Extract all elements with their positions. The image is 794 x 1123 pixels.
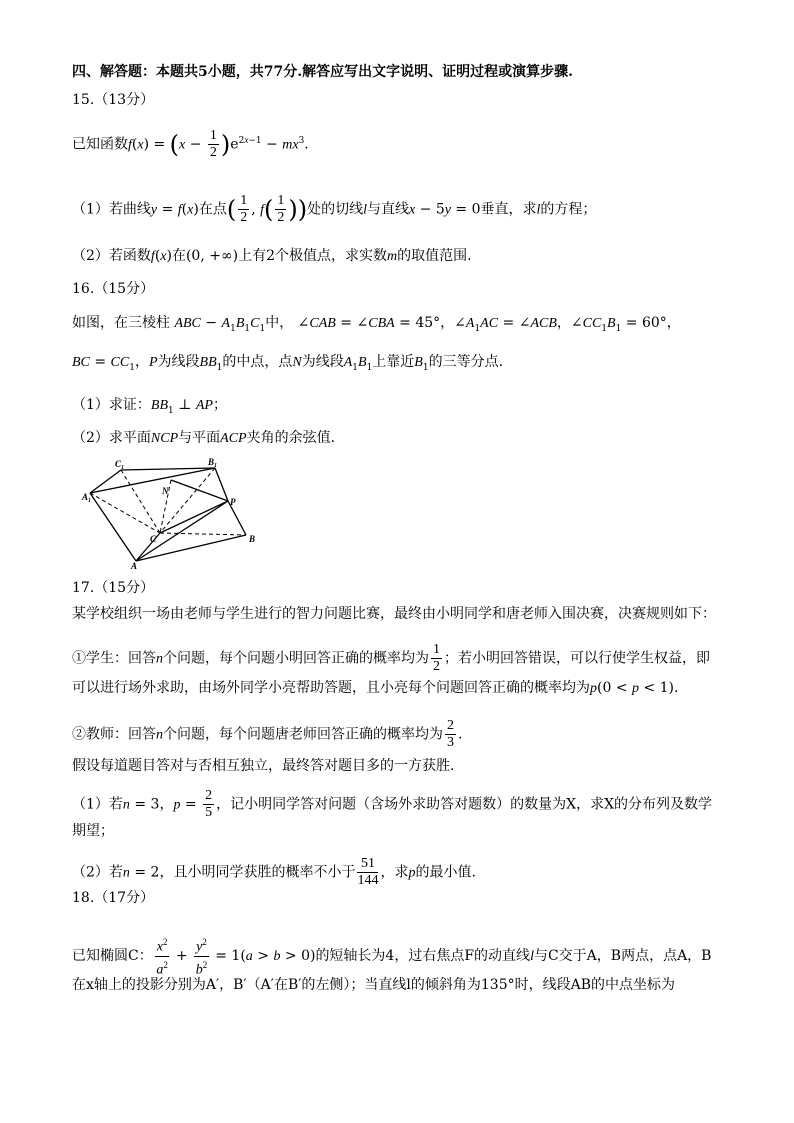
q18-line1: 已知椭圆C： $\frac{x^2}{a^2}$ + $\frac{y^2}{b^2}$ = 1(a > b > 0)的短轴长为4，过右焦点F的动直线l与C交于A，B两点，点A，B [72, 934, 734, 978]
label-B1: $B_1$ [208, 458, 218, 469]
q17-sub1-line2: 期望； [72, 823, 114, 839]
q17-rule1-line2: 可以进行场外求助，由场外同学小亮帮助答题，且小亮每个问题回答正确的概率均为p(0 < p < 1). [72, 680, 679, 696]
label-A: A [131, 561, 138, 570]
q17-assume: 假设每道题目答对与否相互独立，最终答对题目多的一方获胜. [72, 758, 455, 774]
q17-label: 17.（15分） [72, 580, 155, 596]
q17-rule2: ②教师：回答n个问题，每个问题唐老师回答正确的概率均为 $\frac{2}{3}$ . [72, 718, 463, 750]
q15-sub1: （1）若曲线y = f(x)在点( $\frac{1}{2}$ , f( $\frac{1}{2}$ ))处的切线l与直线x − 5y = 0垂直，求l的方程； [72, 193, 597, 225]
label-B: B [249, 534, 256, 544]
q16-sub1: （1）求证：$BB_1$ ⊥ AP； [72, 397, 227, 416]
q16-stem-line1: 如图，在三棱柱 ABC − $A_1B_1C_1$中， ∠CAB = ∠CBA = 45°，$\angle A_1AC$ = ∠ACB，$\angle CC_1B_1 = 60^\circ$， [72, 315, 681, 334]
q17-sub1: （1）若n = 3，p = $\frac{2}{5}$ ，记小明同学答对问题（含场外求助答对题数）的数量为X，求X的分布列及数学 [72, 788, 713, 820]
q15-stem: 已知函数f(x) = (x − $\frac{1}{2}$ )$e^{2x-1} - mx^3$. [72, 128, 309, 160]
q16-stem-line2: BC = $CC_1$，P为线段$BB_1$的中点，点N为线段$A_1B_1$上靠近$B_1$的三等分点. [72, 354, 504, 373]
q17-sub2: （2）若n = 2，且小明同学获胜的概率不小于 $\frac{51}{144}$ ，求p的最小值. [72, 856, 476, 888]
label-P: P [230, 497, 236, 507]
prism-figure [78, 458, 268, 570]
q15-label: 15.（13分） [72, 92, 155, 108]
q18-label: 18.（17分） [72, 890, 155, 906]
label-C: C [150, 534, 157, 544]
q18-line2: 在x轴上的投影分别为A′，B′（A′在B′的左侧）；当直线l的倾斜角为135°时，线段AB的中点坐标为 [72, 977, 676, 993]
q16-sub2: （2）求平面NCP与平面ACP夹角的余弦值. [72, 430, 336, 446]
label-C1: $C_1$ [115, 459, 125, 471]
label-A1: $A_1$ [82, 492, 92, 504]
q15-sub2: （2）若函数f(x)在(0, +∞)上有2个极值点，求实数m的取值范围. [72, 248, 472, 264]
q17-rule1: ①学生：回答n个问题，每个问题小明回答正确的概率均为 $\frac{1}{2}$ ；若小明回答错误，可以行使学生权益，即 [72, 642, 710, 674]
label-N: N [162, 486, 169, 496]
q16-label: 16.（15分） [72, 281, 155, 297]
q17-intro: 某学校组织一场由老师与学生进行的智力问题比赛，最终由小明同学和唐老师入围决赛，决赛规则如下： [72, 606, 716, 622]
section-heading: 四、解答题：本题共5小题，共77分.解答应写出文字说明、证明过程或演算步骤. [72, 64, 573, 80]
